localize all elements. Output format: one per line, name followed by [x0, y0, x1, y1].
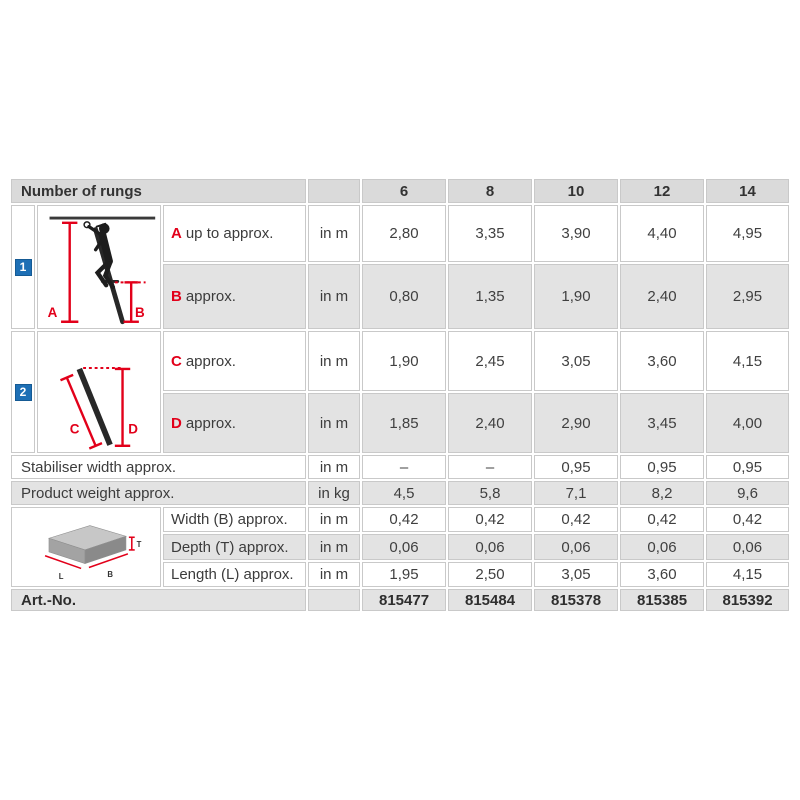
value-cell: 0,42: [534, 507, 618, 532]
value-cell: 3,90: [534, 205, 618, 262]
value-cell: 9,6: [706, 481, 789, 505]
value-cell: –: [362, 455, 446, 479]
value-cell: 5,8: [448, 481, 532, 505]
artno-unit-cell: [308, 589, 360, 611]
artno-cell: 815484: [448, 589, 532, 611]
value-cell: 4,15: [706, 562, 789, 587]
group-1-badge-cell: [11, 205, 35, 329]
weight-unit: in kg: [308, 481, 360, 505]
row-a: [11, 205, 789, 262]
row-c-label: C approx.: [163, 331, 306, 391]
length-unit: in m: [308, 562, 360, 587]
value-cell: 0,42: [362, 507, 446, 532]
value-cell: 1,90: [534, 264, 618, 329]
artno-label: Art.-No.: [11, 589, 306, 611]
header-row: [11, 179, 789, 203]
box-b-label: B: [107, 570, 114, 580]
ladder-with-person: [84, 222, 122, 322]
box-t-label: T: [136, 540, 142, 549]
group-2-badge: 2: [15, 384, 32, 401]
row-a-unit: in m: [308, 205, 360, 262]
group-1-badge: 1: [15, 259, 32, 276]
weight-label: Product weight approx.: [11, 481, 306, 505]
measure-a: [61, 223, 78, 322]
value-cell: 8,2: [620, 481, 704, 505]
packaging-box-illustration: [13, 509, 159, 585]
width-unit: in m: [308, 507, 360, 532]
value-cell: 0,95: [706, 455, 789, 479]
unit-header-cell: [308, 179, 360, 203]
row-b-unit: in m: [308, 264, 360, 329]
ladder-extended-illustration: [38, 207, 160, 327]
row-c-letter: C: [171, 352, 182, 370]
value-cell: 2,95: [706, 264, 789, 329]
ladder-spec-table: [9, 177, 791, 613]
value-cell: 4,40: [620, 205, 704, 262]
value-cell: 4,00: [706, 393, 789, 453]
measure-c-label: C: [69, 421, 80, 437]
value-cell: 0,06: [448, 534, 532, 560]
measure-d-label: D: [128, 421, 139, 437]
artno-cell: 815378: [534, 589, 618, 611]
ladder-leaning-illustration-cell: [37, 331, 161, 453]
leaning-ladder: [79, 369, 110, 445]
depth-unit: in m: [308, 534, 360, 560]
value-cell: 2,50: [448, 562, 532, 587]
value-cell: 3,60: [620, 562, 704, 587]
row-d-letter: D: [171, 414, 182, 432]
value-cell: 2,45: [448, 331, 532, 391]
value-cell: 2,40: [448, 393, 532, 453]
row-c: [11, 331, 789, 391]
row-d-unit: in m: [308, 393, 360, 453]
ladder-extended-illustration-cell: [37, 205, 161, 329]
stabiliser-label: Stabiliser width approx.: [11, 455, 306, 479]
value-cell: 3,05: [534, 331, 618, 391]
col-header-12: 12: [620, 179, 704, 203]
col-header-8: 8: [448, 179, 532, 203]
value-cell: 3,35: [448, 205, 532, 262]
value-cell: 7,1: [534, 481, 618, 505]
value-cell: 0,06: [706, 534, 789, 560]
measure-t: [129, 537, 135, 550]
row-artno: [11, 589, 789, 611]
rungs-header-label: Number of rungs: [11, 179, 306, 203]
col-header-14: 14: [706, 179, 789, 203]
value-cell: 1,85: [362, 393, 446, 453]
artno-cell: 815477: [362, 589, 446, 611]
value-cell: 0,95: [534, 455, 618, 479]
value-cell: 0,42: [620, 507, 704, 532]
row-b-letter: B: [171, 288, 182, 305]
value-cell: 0,42: [706, 507, 789, 532]
value-cell: 0,42: [448, 507, 532, 532]
depth-label: Depth (T) approx.: [163, 534, 306, 560]
row-a-letter: A: [171, 225, 182, 242]
value-cell: 1,90: [362, 331, 446, 391]
value-cell: 2,90: [534, 393, 618, 453]
value-cell: 0,80: [362, 264, 446, 329]
value-cell: 4,15: [706, 331, 789, 391]
packaging-box-illustration-cell: [11, 507, 161, 587]
value-cell: 2,40: [620, 264, 704, 329]
ladder-leaning-illustration: [38, 333, 160, 451]
value-cell: 3,05: [534, 562, 618, 587]
value-cell: –: [448, 455, 532, 479]
row-c-unit: in m: [308, 331, 360, 391]
length-label: Length (L) approx.: [163, 562, 306, 587]
value-cell: 0,06: [362, 534, 446, 560]
stabiliser-unit: in m: [308, 455, 360, 479]
col-header-10: 10: [534, 179, 618, 203]
row-a-label: A up to approx.: [163, 205, 306, 262]
row-width: [11, 507, 789, 532]
row-weight: [11, 481, 789, 505]
value-cell: 2,80: [362, 205, 446, 262]
row-stabiliser: [11, 455, 789, 479]
value-cell: 3,45: [620, 393, 704, 453]
value-cell: 0,95: [620, 455, 704, 479]
measure-a-label: A: [47, 304, 58, 320]
group-2-badge-cell: [11, 331, 35, 453]
value-cell: 4,95: [706, 205, 789, 262]
value-cell: 1,35: [448, 264, 532, 329]
measure-b-label: B: [135, 304, 145, 320]
artno-cell: 815385: [620, 589, 704, 611]
value-cell: 0,06: [620, 534, 704, 560]
row-b-label: B approx.: [163, 264, 306, 329]
width-label: Width (B) approx.: [163, 507, 306, 532]
box-l-label: L: [58, 572, 64, 582]
value-cell: 0,06: [534, 534, 618, 560]
value-cell: 4,5: [362, 481, 446, 505]
row-d-label: D approx.: [163, 393, 306, 453]
col-header-6: 6: [362, 179, 446, 203]
value-cell: 3,60: [620, 331, 704, 391]
value-cell: 1,95: [362, 562, 446, 587]
artno-cell: 815392: [706, 589, 789, 611]
